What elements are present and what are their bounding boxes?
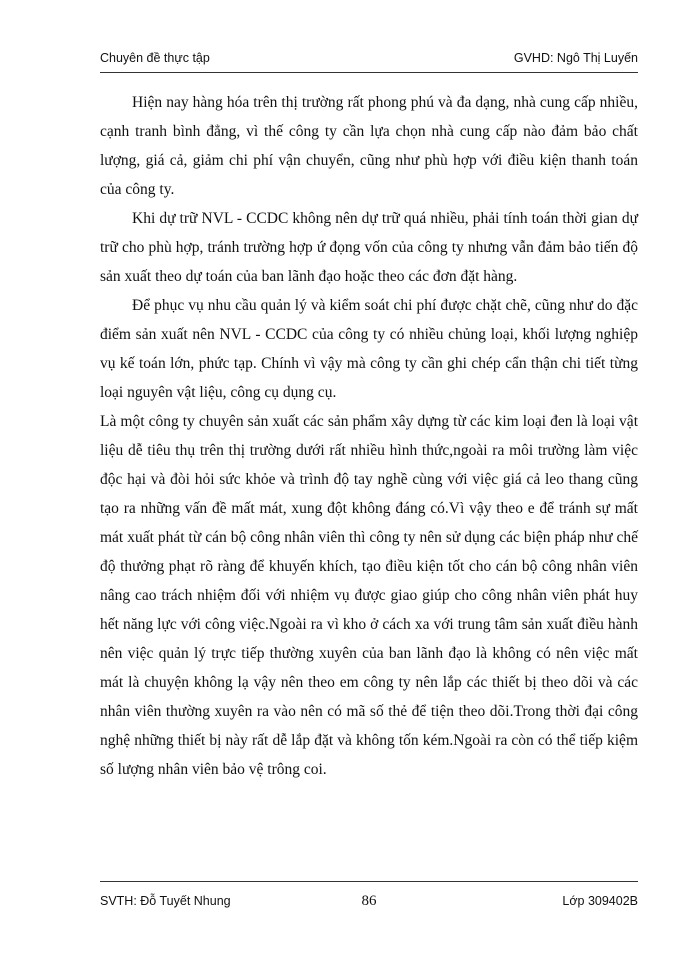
header-title: Chuyên đề thực tập: [100, 51, 210, 65]
footer-student: SVTH: Đỗ Tuyết Nhung: [100, 894, 231, 908]
page-footer: [100, 894, 638, 916]
paragraph-3: Để phục vụ nhu cầu quản lý và kiểm soát chi phí được chặt chẽ, cũng như do đặc điểm sản xuất nên NVL - CCDC của công ty có nhiều chủng loại, khối lượng nghiệp vụ kế toán lớn, phức tạp. Chính vì vậy mà công ty cần ghi chép cẩn thận chi tiết từng loại nguyên vật liệu, công cụ dụng cụ.: [100, 297, 638, 401]
footer-class: Lớp 309402B: [562, 894, 638, 908]
page-header: [100, 51, 638, 71]
paragraph-1: Hiện nay hàng hóa trên thị trường rất phong phú và đa dạng, nhà cung cấp nhiều, cạnh tranh bình đẳng, vì thế công ty cần lựa chọn nhà cung cấp nào đảm bảo chất lượng, giá cả, giảm chi phí vận chuyển, cũng như phù hợp với điều kiện thanh toán của công ty.: [100, 94, 638, 198]
footer-divider: [100, 881, 638, 882]
document-body: [100, 88, 638, 784]
paragraph-2: Khi dự trữ NVL - CCDC không nên dự trữ quá nhiều, phải tính toán thời gian dự trữ cho phù hợp, tránh trường hợp ứ đọng vốn của công ty nhưng vẫn đảm bảo tiến độ sản xuất theo dự toán của ban lãnh đạo hoặc theo các đơn đặt hàng.: [100, 210, 638, 285]
header-advisor: GVHD: Ngô Thị Luyến: [513, 51, 638, 65]
page-number: 86: [361, 893, 377, 909]
header-divider: [100, 72, 638, 73]
paragraph-4: Là một công ty chuyên sản xuất các sản phẩm xây dựng từ các kim loại đen là loại vật liệu dễ tiêu thụ trên thị trường dưới rất nhiều hình thức,ngoài ra môi trường làm việc độc hại và đòi hỏi sức khỏe và trình độ tay nghề cùng với việc giá cả leo thang cũng tạo ra những vấn đề mất mát, xung đột không đáng có.Vì vậy theo e để tránh sự mất mát xuất phát từ cán bộ công nhân viên thì công ty nên sử dụng các biện pháp như chế độ thưởng phạt rõ ràng để khuyến khích, tạo điều kiện tốt cho cán bộ công nhân viên nâng cao trách nhiệm đối với nhiệm vụ được giao giúp cho công nhân viên phát huy hết năng lực với công việc.Ngoài ra vì kho ở cách xa với trung tâm sản xuất điều hành nên việc quản lý trực tiếp thường xuyên của ban lãnh đạo là không có nên việc mất mát là chuyện không lạ vậy nên theo em công ty nên lắp các thiết bị theo dõi và các nhân viên thường xuyên ra vào nên có mã số thẻ để tiện theo dõi.Trong thời đại công nghệ những thiết bị này rất dễ lắp đặt và không tốn kém.Ngoài ra còn có thể tiếp kiệm số lượng nhân viên bảo vệ trông coi.: [100, 413, 638, 778]
